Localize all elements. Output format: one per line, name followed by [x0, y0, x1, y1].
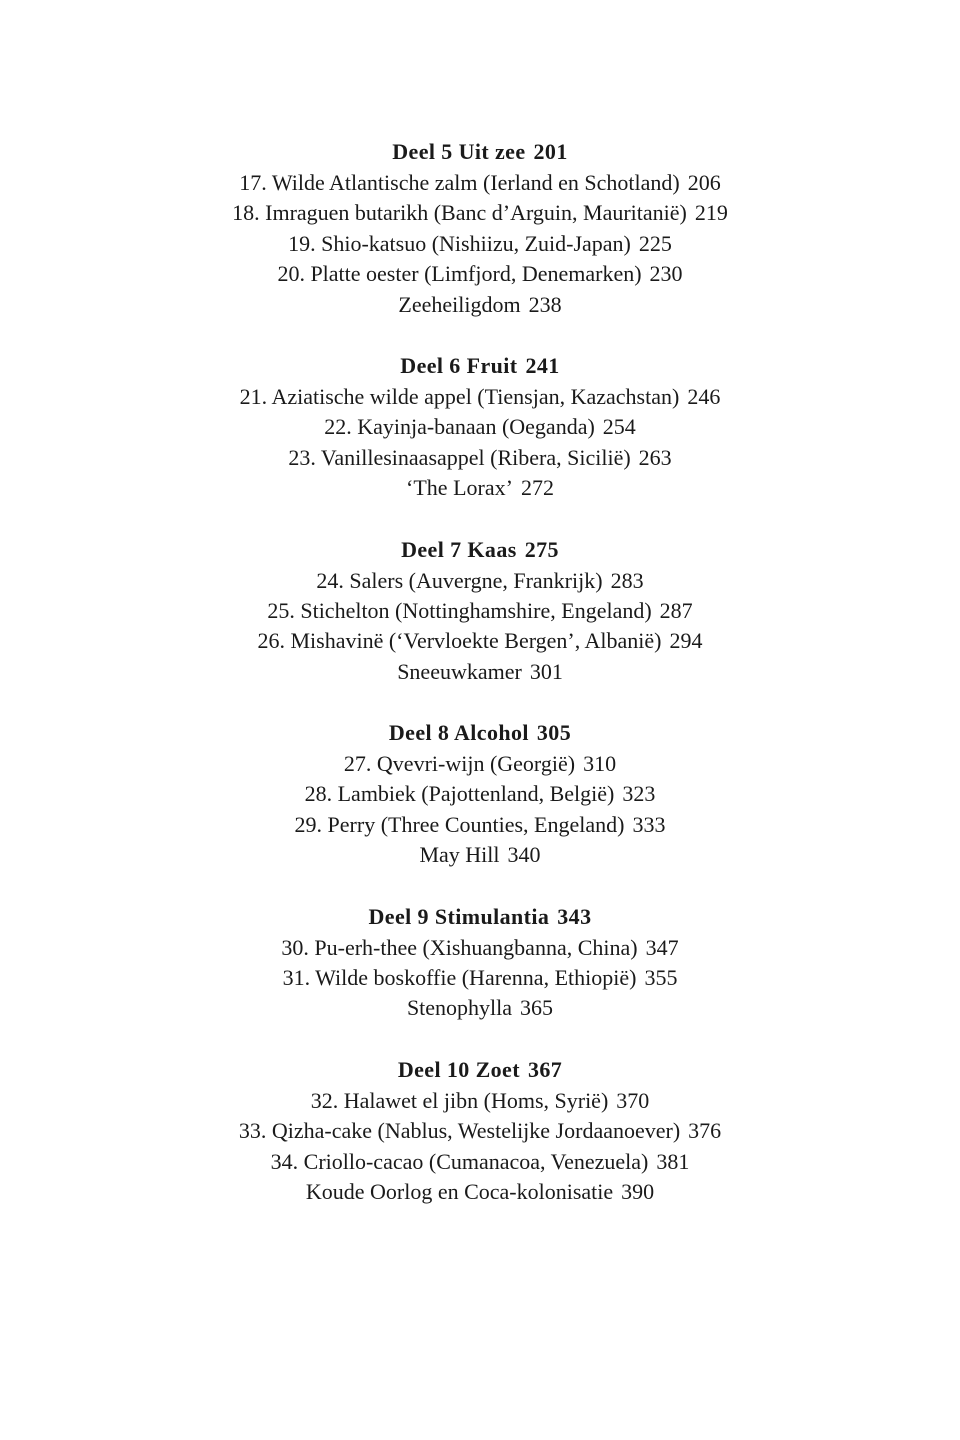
entry-title: 32. Halawet el jibn (Homs, Syrië) — [310, 1087, 609, 1113]
entry-title: 27. Qvevri-wijn (Georgië) — [343, 751, 576, 777]
entry-title: ‘The Lorax’ — [406, 475, 513, 501]
toc-entry — [0, 259, 960, 289]
section-page-number: 343 — [557, 903, 592, 929]
entry-page-number: 347 — [645, 934, 679, 960]
entry-page-number: 370 — [616, 1087, 650, 1113]
entry-page-number: 340 — [507, 842, 541, 868]
entry-page-number: 294 — [669, 628, 703, 654]
entry-title: 21. Aziatische wilde appel (Tiensjan, Kazachstan) — [239, 383, 680, 409]
toc-section — [0, 717, 960, 871]
section-heading — [0, 534, 960, 566]
entry-title: 26. Mishavinë (‘Vervloekte Bergen’, Albanië) — [257, 628, 662, 654]
toc-entry — [0, 473, 960, 503]
toc-entry — [0, 412, 960, 442]
toc-entry — [0, 596, 960, 626]
entry-page-number: 390 — [621, 1178, 655, 1204]
entry-title: Koude Oorlog en Coca-kolonisatie — [305, 1178, 614, 1204]
toc-entry — [0, 443, 960, 473]
entry-page-number: 272 — [520, 475, 554, 501]
entry-title: Sneeuwkamer — [397, 658, 522, 684]
entry-title: Zeeheiligdom — [398, 291, 521, 317]
toc-entry — [0, 1147, 960, 1177]
section-page-number: 241 — [525, 352, 560, 378]
entry-page-number: 246 — [687, 383, 721, 409]
toc-section — [0, 1054, 960, 1208]
entry-title: 19. Shio-katsuo (Nishiizu, Zuid-Japan) — [288, 230, 631, 256]
entry-page-number: 333 — [632, 811, 666, 837]
entry-title: 31. Wilde boskoffie (Harenna, Ethiopië) — [282, 965, 637, 991]
entry-page-number: 376 — [688, 1118, 722, 1144]
toc-entry — [0, 382, 960, 412]
section-title: Deel 7 Kaas — [401, 536, 517, 562]
entry-page-number: 310 — [583, 751, 617, 777]
toc-section — [0, 136, 960, 320]
toc-entry — [0, 198, 960, 228]
section-page-number: 367 — [527, 1056, 563, 1082]
toc-entry — [0, 993, 960, 1023]
section-page-number: 305 — [536, 720, 572, 746]
toc-entry — [0, 168, 960, 198]
section-page-number: 201 — [533, 139, 568, 164]
entry-title: 18. Imraguen butarikh (Banc d’Arguin, Mauritanië) — [232, 200, 687, 226]
entry-title: 34. Criollo-cacao (Cumanacoa, Venezuela) — [270, 1148, 649, 1174]
entry-page-number: 301 — [529, 658, 563, 684]
toc-entry — [0, 933, 960, 963]
section-title: Deel 10 Zoet — [397, 1056, 520, 1082]
entry-title: 30. Pu-erh-thee (Xishuangbanna, China) — [281, 934, 638, 960]
toc-section — [0, 534, 960, 688]
toc-entry — [0, 840, 960, 870]
toc-section — [0, 901, 960, 1024]
section-title: Deel 6 Fruit — [400, 352, 518, 378]
entry-page-number: 263 — [638, 444, 672, 470]
section-heading — [0, 717, 960, 749]
toc-entry — [0, 566, 960, 596]
entry-title: 29. Perry (Three Counties, Engeland) — [294, 811, 625, 837]
entry-page-number: 238 — [528, 291, 562, 317]
entry-page-number: 381 — [656, 1148, 690, 1174]
toc-entry — [0, 229, 960, 259]
section-page-number: 275 — [524, 536, 559, 562]
entry-page-number: 254 — [602, 414, 636, 440]
toc-entry — [0, 963, 960, 993]
entry-page-number: 287 — [659, 597, 693, 623]
toc-entry — [0, 749, 960, 779]
toc-entry — [0, 810, 960, 840]
toc-entry — [0, 290, 960, 320]
toc-entry — [0, 1086, 960, 1116]
entry-page-number: 219 — [694, 200, 728, 226]
entry-title: 17. Wilde Atlantische zalm (Ierland en Schotland) — [239, 170, 680, 195]
table-of-contents — [0, 136, 960, 1237]
entry-page-number: 355 — [644, 965, 678, 991]
section-heading — [0, 136, 960, 168]
section-title: Deel 8 Alcohol — [388, 720, 529, 746]
section-title: Deel 5 Uit zee — [392, 139, 526, 164]
section-heading — [0, 350, 960, 382]
section-heading — [0, 901, 960, 933]
entry-title: 33. Qizha-cake (Nablus, Westelijke Jordaanoever) — [238, 1118, 681, 1144]
toc-entry — [0, 1116, 960, 1146]
entry-page-number: 323 — [622, 781, 656, 807]
entry-page-number: 283 — [610, 567, 644, 593]
toc-section — [0, 350, 960, 504]
toc-entry — [0, 657, 960, 687]
entry-title: 23. Vanillesinaasappel (Ribera, Sicilië) — [288, 444, 631, 470]
entry-page-number: 365 — [520, 995, 554, 1021]
toc-entry — [0, 779, 960, 809]
toc-entry — [0, 1177, 960, 1207]
entry-page-number: 230 — [649, 261, 683, 287]
entry-title: 28. Lambiek (Pajottenland, België) — [304, 781, 615, 807]
entry-title: 20. Platte oester (Limfjord, Denemarken) — [277, 261, 642, 287]
entry-title: 24. Salers (Auvergne, Frankrijk) — [316, 567, 603, 593]
entry-title: Stenophylla — [406, 995, 513, 1021]
entry-page-number: 225 — [638, 230, 672, 256]
toc-entry — [0, 626, 960, 656]
entry-title: May Hill — [419, 842, 500, 868]
entry-title: 25. Stichelton (Nottinghamshire, Engeland) — [267, 597, 652, 623]
entry-page-number: 206 — [687, 170, 721, 195]
section-heading — [0, 1054, 960, 1086]
entry-title: 22. Kayinja-banaan (Oeganda) — [324, 414, 595, 440]
section-title: Deel 9 Stimulantia — [368, 903, 550, 929]
